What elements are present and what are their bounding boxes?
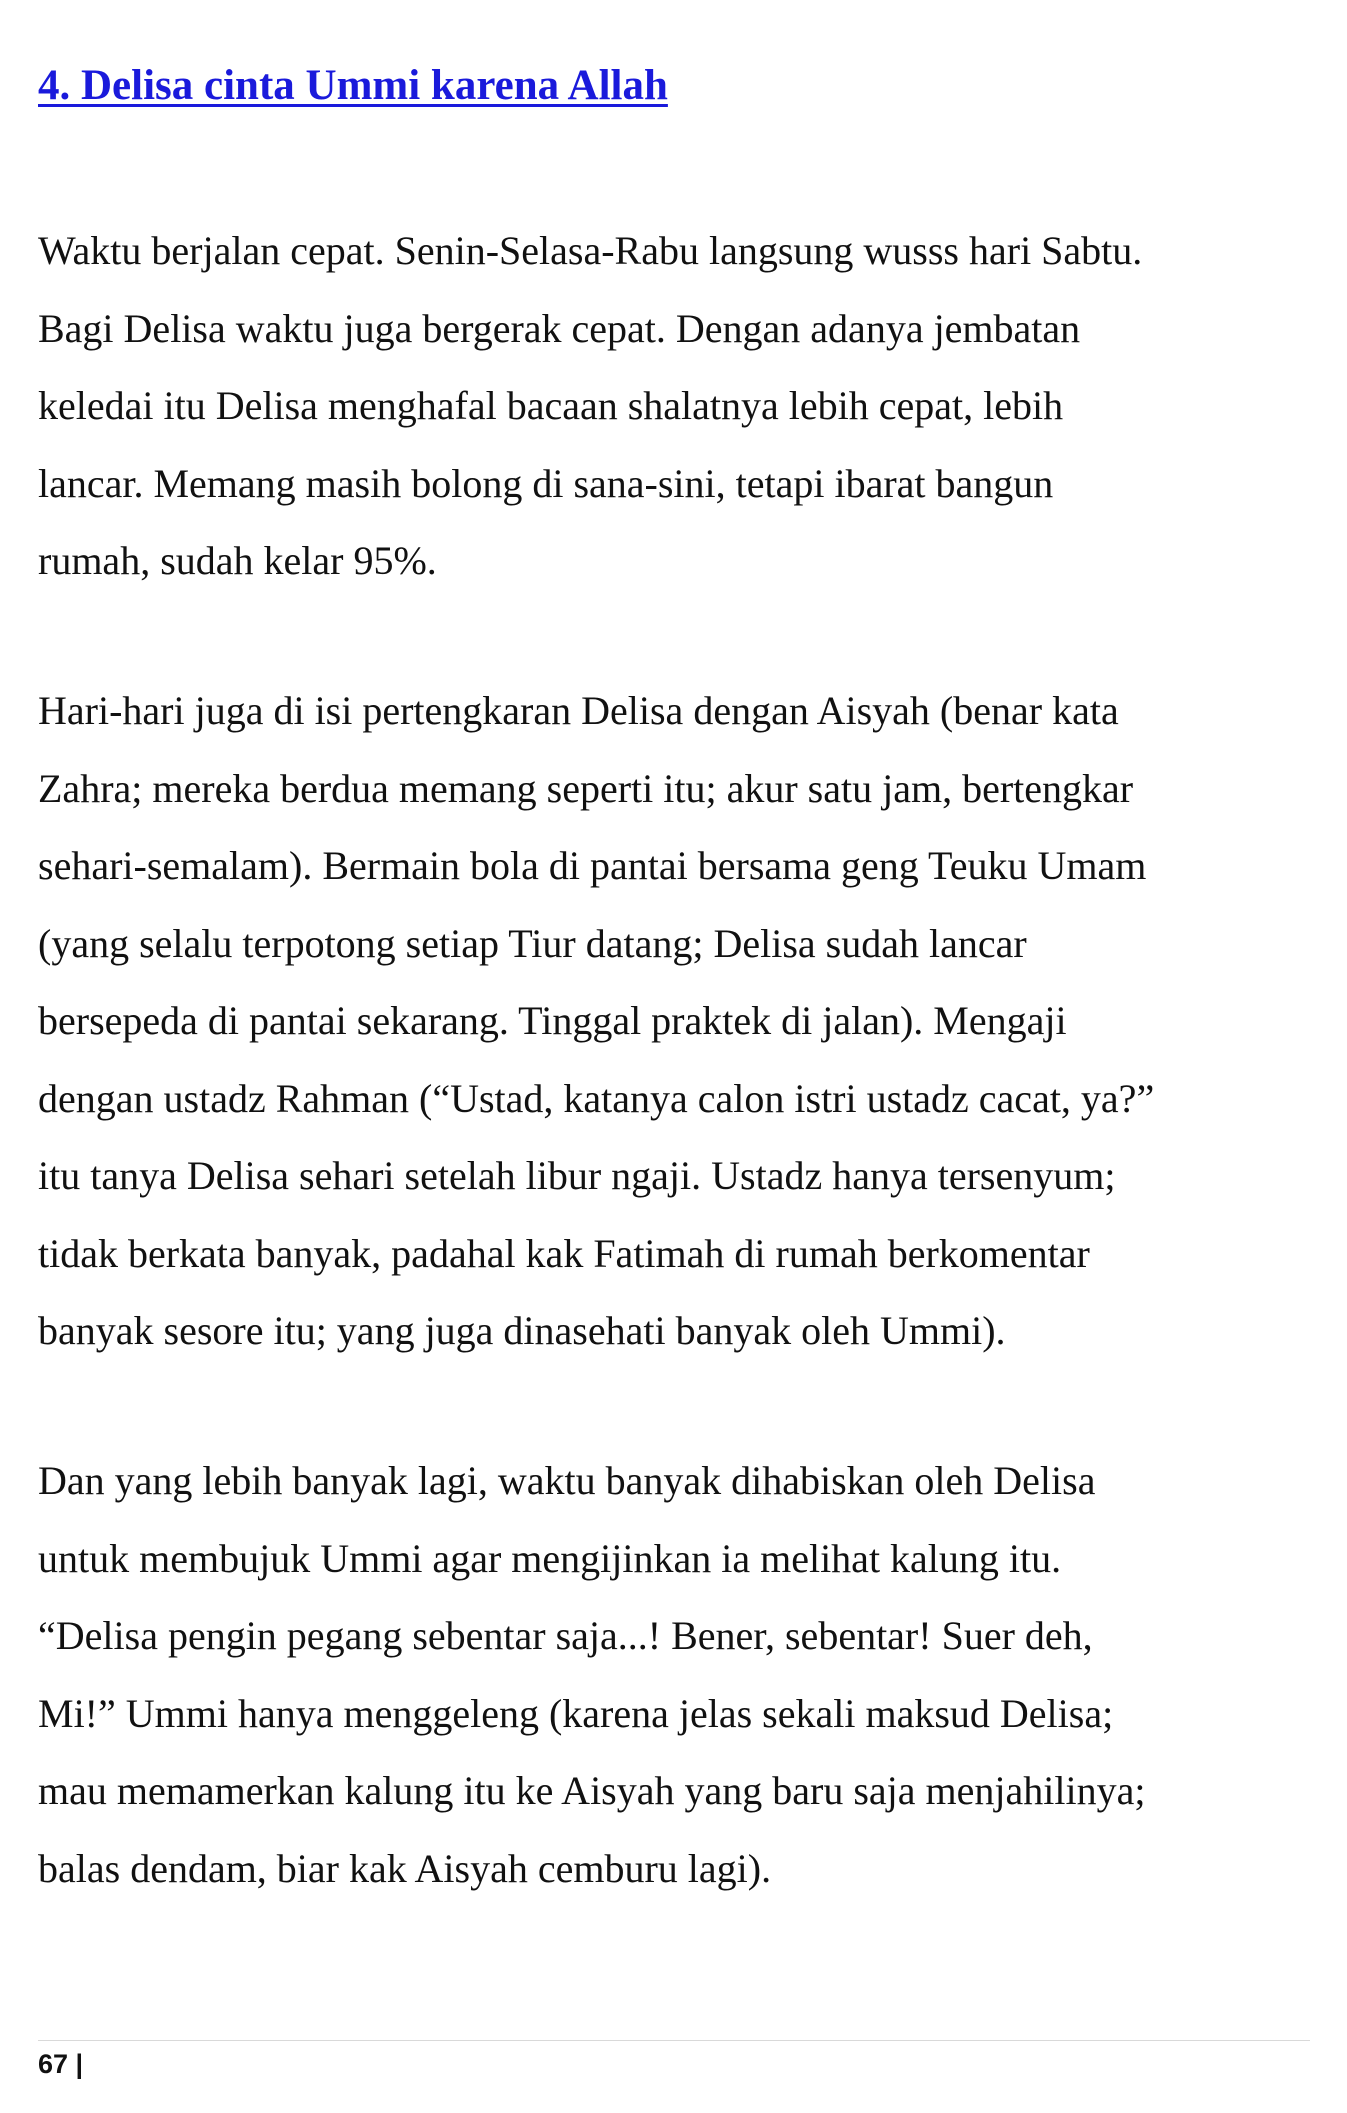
paragraph-2 <box>38 672 1154 1370</box>
paragraph-line: Zahra; mereka berdua memang seperti itu; akur satu jam, bertengkar <box>38 765 1134 811</box>
chapter-title[interactable]: 4. Delisa cinta Ummi karena Allah <box>38 62 668 109</box>
paragraph-line: lancar. Memang masih bolong di sana-sini, tetapi ibarat bangun <box>38 460 1054 506</box>
paragraph-line: untuk membujuk Ummi agar mengijinkan ia melihat kalung itu. <box>38 1535 1062 1581</box>
paragraph-line: keledai itu Delisa menghafal bacaan shalatnya lebih cepat, lebih <box>38 383 1064 428</box>
paragraph-line: Mi!” Ummi hanya menggeleng (karena jelas sekali maksud Delisa; <box>38 1690 1114 1736</box>
paragraph-line: sehari-semalam). Bermain bola di pantai bersama geng Teuku Umam <box>38 843 1147 888</box>
paragraph-line: “Delisa pengin pegang sebentar saja...! Bener, sebentar! Suer deh, <box>38 1613 1093 1658</box>
paragraph-line: Waktu berjalan cepat. Senin-Selasa-Rabu langsung wusss hari Sabtu. <box>38 228 1143 273</box>
paragraph-line: Dan yang lebih banyak lagi, waktu banyak dihabiskan oleh Delisa <box>38 1458 1096 1503</box>
paragraph-line: rumah, sudah kelar 95%. <box>38 538 437 583</box>
footer-divider <box>38 2040 1310 2041</box>
paragraph-line: (yang selalu terpotong setiap Tiur datang; Delisa sudah lancar <box>38 920 1027 966</box>
paragraph-line: balas dendam, biar kak Aisyah cemburu lagi). <box>38 1845 772 1891</box>
paragraph-line: Hari-hari juga di isi pertengkaran Delisa dengan Aisyah (benar kata <box>38 688 1119 733</box>
paragraph-line: itu tanya Delisa sehari setelah libur ngaji. Ustadz hanya tersenyum; <box>38 1153 1116 1198</box>
paragraph-3 <box>38 1442 1145 1907</box>
paragraph-line: bersepeda di pantai sekarang. Tinggal praktek di jalan). Mengaji <box>38 998 1067 1043</box>
paragraph-line: Bagi Delisa waktu juga bergerak cepat. Dengan adanya jembatan <box>38 305 1081 351</box>
paragraph-line: tidak berkata banyak, padahal kak Fatimah di rumah berkomentar <box>38 1230 1090 1276</box>
page-number: 67 | <box>38 2049 84 2079</box>
paragraph-1 <box>38 212 1142 600</box>
paragraph-line: banyak sesore itu; yang juga dinasehati banyak oleh Ummi). <box>38 1308 1006 1353</box>
paragraph-line: dengan ustadz Rahman (“Ustad, katanya calon istri ustadz cacat, ya?” <box>38 1075 1155 1121</box>
paragraph-line: mau memamerkan kalung itu ke Aisyah yang baru saja menjahilinya; <box>38 1768 1146 1813</box>
